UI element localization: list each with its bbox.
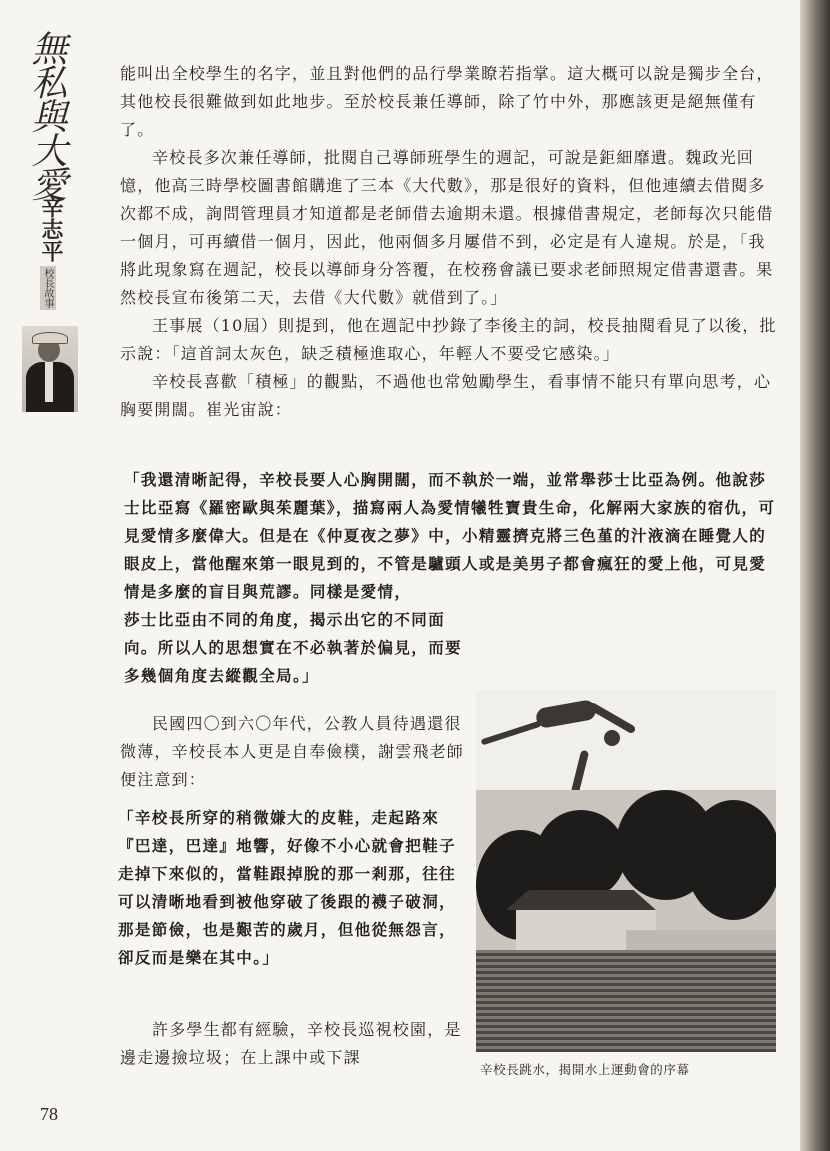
paragraph: 許多學生都有經驗，辛校長巡視校園，是邊走邊撿垃圾；在上課中或下課	[120, 1020, 462, 1067]
paragraph: 辛校長喜歡「積極」的觀點，不過他也常勉勵學生，看事情不能只有單向思考，心胸要開闊。崔光宙說：	[120, 372, 772, 419]
paragraph: 民國四〇到六〇年代，公教人員待遇還很微薄，辛校長本人更是自奉儉樸，謝雲飛老師便注意到：	[120, 714, 465, 789]
quote-block-1	[124, 466, 780, 690]
paragraph: 辛校長多次兼任導師，批閱自己導師班學生的週記，可說是鉅細靡遺。魏政光回憶，他高三時學校圖書館購進了三本《大代數》，那是很好的資料，但他連續去借閱多次都不成，詢問管理員才知道都是老師借去逾期未還。根據借書規定，老師每次只能借一個月，可再續借一個月，因此，他兩個多月屢借不到，必定是有人違規。於是，「我將此現象寫在週記，校長以導師身分答覆，在校務會議已要求老師照規定借書還書。果然校長宣布後第二天，去借《大代數》就借到了。」	[120, 148, 774, 307]
photo-caption: 辛校長跳水，揭開水上運動會的序幕	[480, 1062, 690, 1077]
quote-text-continued: 莎士比亞由不同的角度，揭示出它的不同面向。所以人的思想實在不必執著於偏見，而要多幾個角度去縱觀全局。」	[124, 611, 463, 685]
quote-block-2: 「辛校長所穿的稍微嫌大的皮鞋，走起路來『巴達，巴達』地響，好像不小心就會把鞋子走掉下來似的，當鞋跟掉脫的那一剎那，往往可以清晰地看到被他穿破了後跟的襪子破洞，那是節儉，也是艱苦的歲月，但他從無怨言，卻反而是樂在其中。」	[118, 809, 457, 967]
page-number: 78	[40, 1104, 58, 1124]
portrait-image	[22, 326, 78, 412]
book-subtitle: 校長故事	[40, 266, 56, 310]
diving-photo	[476, 690, 776, 1052]
quote-text: 「我還清晰記得，辛校長要人心胸開闊，而不執於一端，並常舉莎士比亞為例。他說莎士比亞寫《羅密歐與茱麗葉》，描寫兩人為愛情犧牲寶貴生命，化解兩大家族的宿仇，可見愛情多麼偉大。但是在《仲夏夜之夢》中，小精靈擠克將三色堇的汁液滴在睡覺人的眼皮上，當他醒來第一眼見到的，不管是驢頭人或是美男子都會瘋狂的愛上他，可見愛情是多麼的盲目與荒謬。同樣是愛情，	[124, 471, 776, 601]
body-text-bottom	[120, 1016, 466, 1072]
side-decoration	[10, 0, 68, 420]
paragraph: 王事展（10屆）則提到，他在週記中抄錄了李後主的詞，校長抽閱看見了以後，批示說：「這首詞太灰色，缺乏積極進取心，年輕人不要受它感染。」	[120, 316, 777, 363]
paragraph: 能叫出全校學生的名字，並且對他們的品行學業瞭若指掌。這大概可以說是獨步全台，其他校長很難做到如此地步。至於校長兼任導師，除了竹中外，那應該更是絕無僅有了。	[120, 64, 774, 139]
body-text-mid	[120, 710, 466, 794]
book-title: 無私與大愛	[26, 30, 67, 200]
book-spine	[800, 0, 830, 1151]
person-name: 辛志平	[38, 196, 64, 262]
body-text-top	[120, 60, 780, 424]
